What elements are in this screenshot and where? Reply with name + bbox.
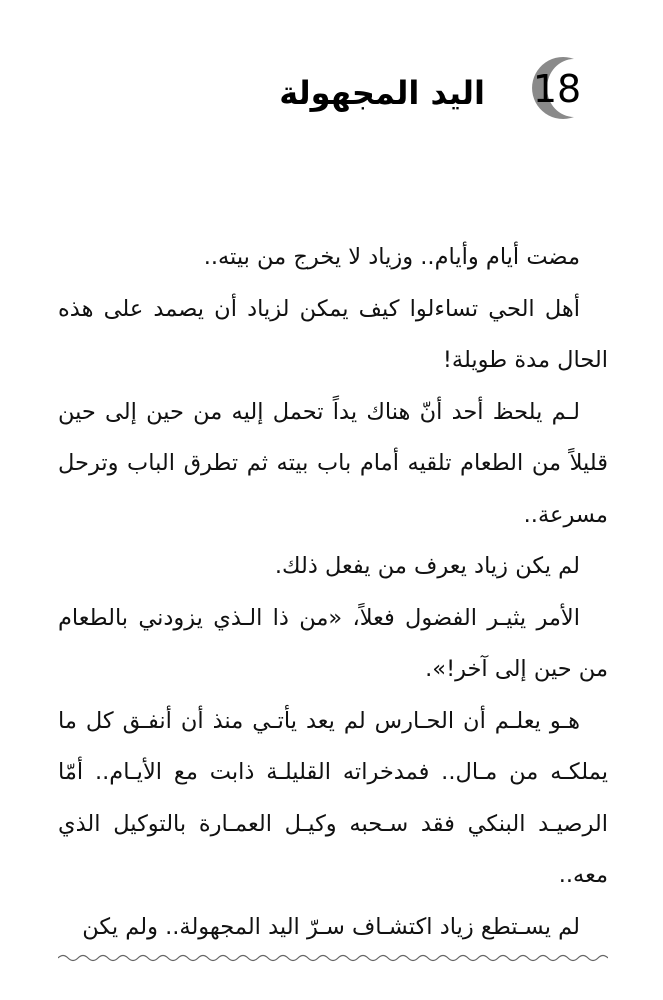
paragraph: الأمر يثيـر الفضول فعلاً، «من ذا الـذي يزودني بالطعام من حين إلى آخر!». <box>58 604 608 682</box>
paragraph: لم يسـتطع زياد اكتشـاف سـرّ اليد المجهولة.. ولم يكن <box>82 913 580 940</box>
paragraph: لـم يلحظ أحد أنّ هناك يداً تحمل إليه من حين إلى حين قليلاً من الطعام تلقيه أمام باب بيته ثم تطرق الباب وترحل مسرعة.. <box>58 398 608 528</box>
chapter-header <box>0 55 663 125</box>
wavy-divider <box>58 952 608 964</box>
chapter-number: 18 <box>532 67 582 111</box>
chapter-title: اليد المجهولة <box>279 74 485 112</box>
paragraph: هـو يعلـم أن الحـارس لم يعد يأتـي منذ أن أنفـق كل ما يملكـه من مـال.. فمدخراته القليلـة ذابت مع الأيـام.. أمّا الرصيـد البنكي فقد سـحبه وكيـل العمـارة بالتوكيل الذي معه.. <box>58 707 608 888</box>
paragraph: لم يكن زياد يعرف من يفعل ذلك. <box>274 553 580 579</box>
paragraph: مضت أيام وأيام.. وزياد لا يخرج من بيته.. <box>203 244 580 270</box>
paragraph: أهل الحي تساءلوا كيف يمكن لزياد أن يصمد على هذه الحال مدة طويلة! <box>58 295 608 373</box>
chapter-body <box>58 232 608 953</box>
